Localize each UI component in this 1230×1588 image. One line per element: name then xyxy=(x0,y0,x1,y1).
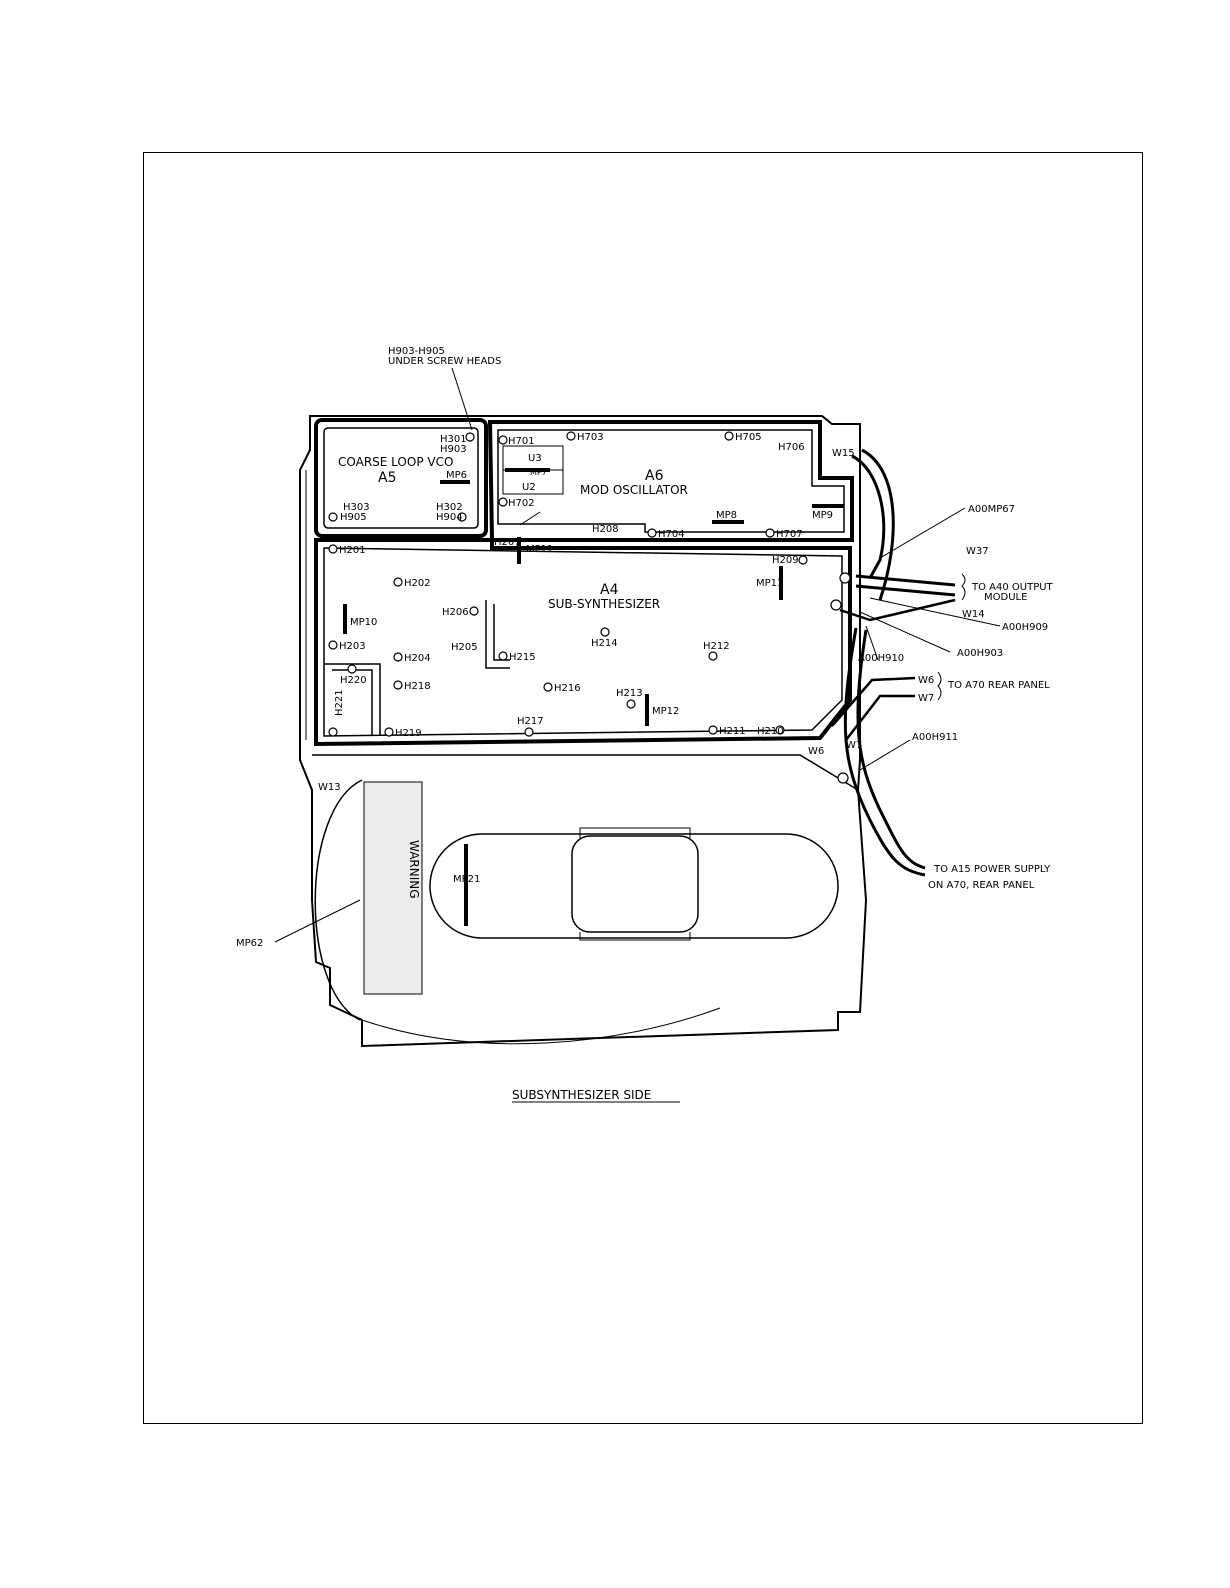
label-h702: H702 xyxy=(508,498,535,509)
label-h209: H209 xyxy=(772,555,799,566)
callout-a00mp67: A00MP67 xyxy=(968,504,1015,515)
a6-ref: A6 xyxy=(645,468,664,484)
label-h701: H701 xyxy=(508,436,535,447)
label-h220: H220 xyxy=(340,675,367,686)
mp7-label: MP7 xyxy=(530,468,547,477)
annotation-line1: H903-H905 xyxy=(388,346,445,357)
label-h707: H707 xyxy=(776,529,803,540)
figure-caption: SUBSYNTHESIZER SIDE xyxy=(512,1088,652,1102)
label-h302: H302 xyxy=(436,502,463,513)
callout-a00h910: A00H910 xyxy=(858,653,905,664)
a4-ref: A4 xyxy=(600,582,619,598)
label-mp13: MP13 xyxy=(756,578,784,589)
label-h706: H706 xyxy=(778,442,805,453)
callout-to-a15: TO A15 POWER SUPPLY xyxy=(934,864,1051,875)
label-h905: H905 xyxy=(340,512,367,523)
label-mp12: MP12 xyxy=(652,706,680,717)
label-w6: W6 xyxy=(808,746,825,757)
a4-name: SUB-SYNTHESIZER xyxy=(548,597,661,611)
callout-a00h911: A00H911 xyxy=(912,732,959,743)
label-mp10: MP10 xyxy=(350,617,378,628)
callout-to-a70: TO A70 REAR PANEL xyxy=(948,680,1050,691)
label-h202: H202 xyxy=(404,578,431,589)
label-h217: H217 xyxy=(517,716,544,727)
label-h903: H903 xyxy=(440,444,467,455)
label-mp11: MP11 xyxy=(526,544,554,555)
callout-to-a40: TO A40 OUTPUT xyxy=(972,582,1053,593)
label-h208: H208 xyxy=(592,524,619,535)
brace-a40 xyxy=(962,574,965,600)
callout-w6: W6 xyxy=(918,675,935,686)
label-h221: H221 xyxy=(334,689,345,716)
a5-name: COARSE LOOP VCO xyxy=(338,455,454,469)
label-h203: H203 xyxy=(339,641,366,652)
a6-name: MOD OSCILLATOR xyxy=(580,483,688,497)
label-h703: H703 xyxy=(577,432,604,443)
label-mp62: MP62 xyxy=(236,938,264,949)
label-mp8: MP8 xyxy=(716,510,738,521)
callout-w14: W14 xyxy=(962,609,985,620)
u3-label: U3 xyxy=(528,453,542,464)
label-h206: H206 xyxy=(442,607,469,618)
callout-a00h909: A00H909 xyxy=(1002,622,1049,633)
label-h216: H216 xyxy=(554,683,581,694)
label-w7: W7 xyxy=(846,740,863,751)
label-h201: H201 xyxy=(339,545,366,556)
label-mp6: MP6 xyxy=(446,470,468,481)
label-w15: W15 xyxy=(832,448,855,459)
label-h211: H211 xyxy=(719,726,746,737)
label-h215: H215 xyxy=(509,652,536,663)
label-h213: H213 xyxy=(616,688,643,699)
label-h303: H303 xyxy=(343,502,370,513)
callout-on-a70: ON A70, REAR PANEL xyxy=(928,880,1035,891)
module-a6-outline xyxy=(490,422,852,540)
label-h205: H205 xyxy=(451,642,478,653)
label-h210: H210 xyxy=(757,726,784,737)
label-mp9: MP9 xyxy=(812,510,834,521)
label-h904: H904 xyxy=(436,512,463,523)
label-h704: H704 xyxy=(658,529,685,540)
brace-a70 xyxy=(938,672,941,700)
label-h204: H204 xyxy=(404,653,431,664)
label-warning: WARNING xyxy=(407,840,421,899)
callout-w37: W37 xyxy=(966,546,989,557)
label-h219: H219 xyxy=(395,728,422,739)
callout-module: MODULE xyxy=(984,592,1028,603)
transformer xyxy=(430,828,838,940)
callout-w7: W7 xyxy=(918,693,935,704)
module-a4-outline xyxy=(316,540,850,744)
annotation-line2: UNDER SCREW HEADS xyxy=(388,356,502,367)
a5-ref: A5 xyxy=(378,470,397,486)
label-h214: H214 xyxy=(591,638,618,649)
label-h218: H218 xyxy=(404,681,431,692)
callout-a00h903: A00H903 xyxy=(957,648,1004,659)
label-h212: H212 xyxy=(703,641,730,652)
label-h705: H705 xyxy=(735,432,762,443)
label-mp21: MP21 xyxy=(453,874,481,885)
label-w13: W13 xyxy=(318,782,341,793)
label-h301: H301 xyxy=(440,434,467,445)
label-h207: H207 xyxy=(494,537,521,548)
u2-label: U2 xyxy=(522,482,536,493)
